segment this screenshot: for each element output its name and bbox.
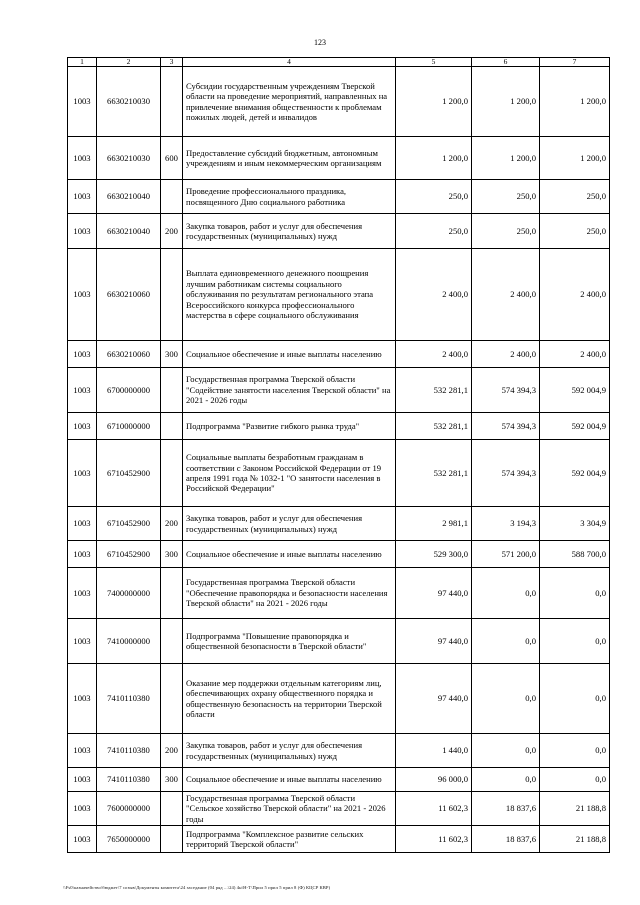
expense-type-cell xyxy=(161,664,183,734)
amount-2026-cell: 592 004,9 xyxy=(540,413,610,440)
amount-2025-cell: 3 194,3 xyxy=(472,507,540,541)
description-cell: Выплата единовременного денежного поощрения лучшим работникам системы социального обслуживания по результатам регионального этапа Всероссийского конкурса профессионального мастерства в сфере социального обслуживания xyxy=(183,249,396,341)
table-header-row xyxy=(68,58,610,67)
section-cell: 1003 xyxy=(68,734,97,768)
description-cell: Подпрограмма "Комплексное развитие сельских территорий Тверской области" xyxy=(183,826,396,853)
expense-type-cell: 200 xyxy=(161,507,183,541)
amount-2024-cell: 529 300,0 xyxy=(396,541,472,568)
section-cell: 1003 xyxy=(68,440,97,507)
amount-2025-cell: 0,0 xyxy=(472,664,540,734)
section-cell: 1003 xyxy=(68,137,97,180)
expense-type-cell: 300 xyxy=(161,541,183,568)
budget-table xyxy=(67,57,610,853)
section-cell: 1003 xyxy=(68,541,97,568)
target-code-cell: 7410110380 xyxy=(97,664,161,734)
target-code-cell: 6630210040 xyxy=(97,180,161,214)
table-row xyxy=(68,734,610,768)
expense-type-cell xyxy=(161,440,183,507)
amount-2024-cell: 250,0 xyxy=(396,214,472,249)
table-row xyxy=(68,664,610,734)
amount-2025-cell: 250,0 xyxy=(472,214,540,249)
description-cell: Подпрограмма "Повышение правопорядка и общественной безопасности в Тверской области" xyxy=(183,619,396,664)
amount-2025-cell: 0,0 xyxy=(472,619,540,664)
amount-2024-cell: 2 400,0 xyxy=(396,249,472,341)
table-row xyxy=(68,768,610,792)
table-row xyxy=(68,180,610,214)
section-cell: 1003 xyxy=(68,568,97,619)
amount-2026-cell: 21 188,8 xyxy=(540,792,610,826)
section-cell: 1003 xyxy=(68,768,97,792)
table-row xyxy=(68,541,610,568)
amount-2024-cell: 11 602,3 xyxy=(396,792,472,826)
description-cell: Социальное обеспечение и иные выплаты населению xyxy=(183,768,396,792)
amount-2026-cell: 0,0 xyxy=(540,734,610,768)
expense-type-cell xyxy=(161,619,183,664)
expense-type-cell: 600 xyxy=(161,137,183,180)
amount-2025-cell: 1 200,0 xyxy=(472,67,540,137)
table-row xyxy=(68,137,610,180)
amount-2025-cell: 571 200,0 xyxy=(472,541,540,568)
column-header: 1 xyxy=(68,58,97,67)
section-cell: 1003 xyxy=(68,67,97,137)
expense-type-cell xyxy=(161,413,183,440)
target-code-cell: 7600000000 xyxy=(97,792,161,826)
column-header: 3 xyxy=(161,58,183,67)
section-cell: 1003 xyxy=(68,214,97,249)
expense-type-cell xyxy=(161,368,183,413)
description-cell: Оказание мер поддержки отдельным категориям лиц, обеспечивающих охрану общественного порядка и общественную безопасность на территории Тверской области xyxy=(183,664,396,734)
target-code-cell: 7410110380 xyxy=(97,768,161,792)
target-code-cell: 6630210060 xyxy=(97,341,161,368)
column-header: 6 xyxy=(472,58,540,67)
description-cell: Государственная программа Тверской области "Содействие занятости населения Тверской области" на 2021 - 2026 годы xyxy=(183,368,396,413)
table-row xyxy=(68,507,610,541)
target-code-cell: 7410110380 xyxy=(97,734,161,768)
target-code-cell: 7400000000 xyxy=(97,568,161,619)
target-code-cell: 6710000000 xyxy=(97,413,161,440)
expense-type-cell xyxy=(161,792,183,826)
amount-2026-cell: 1 200,0 xyxy=(540,137,610,180)
description-cell: Субсидии государственным учреждениям Тверской области на проведение мероприятий, направленных на привлечение внимания общественности к проблемам пожилых людей, детей и инвалидов xyxy=(183,67,396,137)
table-row xyxy=(68,214,610,249)
amount-2024-cell: 532 281,1 xyxy=(396,368,472,413)
amount-2025-cell: 0,0 xyxy=(472,568,540,619)
amount-2025-cell: 0,0 xyxy=(472,734,540,768)
description-cell: Подпрограмма "Развитие гибкого рынка труда" xyxy=(183,413,396,440)
table-row xyxy=(68,440,610,507)
target-code-cell: 6630210060 xyxy=(97,249,161,341)
amount-2026-cell: 21 188,8 xyxy=(540,826,610,853)
section-cell: 1003 xyxy=(68,826,97,853)
amount-2026-cell: 592 004,9 xyxy=(540,368,610,413)
target-code-cell: 7650000000 xyxy=(97,826,161,853)
amount-2025-cell: 2 400,0 xyxy=(472,341,540,368)
amount-2024-cell: 96 000,0 xyxy=(396,768,472,792)
target-code-cell: 6630210030 xyxy=(97,137,161,180)
target-code-cell: 7410000000 xyxy=(97,619,161,664)
amount-2024-cell: 1 200,0 xyxy=(396,67,472,137)
amount-2024-cell: 97 440,0 xyxy=(396,619,472,664)
amount-2025-cell: 0,0 xyxy=(472,768,540,792)
amount-2024-cell: 250,0 xyxy=(396,180,472,214)
amount-2025-cell: 2 400,0 xyxy=(472,249,540,341)
amount-2026-cell: 2 400,0 xyxy=(540,341,610,368)
amount-2026-cell: 588 700,0 xyxy=(540,541,610,568)
amount-2025-cell: 250,0 xyxy=(472,180,540,214)
amount-2024-cell: 532 281,1 xyxy=(396,440,472,507)
table-row xyxy=(68,368,610,413)
target-code-cell: 6710452900 xyxy=(97,507,161,541)
amount-2024-cell: 2 981,1 xyxy=(396,507,472,541)
amount-2026-cell: 3 304,9 xyxy=(540,507,610,541)
target-code-cell: 6700000000 xyxy=(97,368,161,413)
description-cell: Государственная программа Тверской области "Обеспечение правопорядка и безопасности населения Тверской области" на 2021 - 2026 годы xyxy=(183,568,396,619)
section-cell: 1003 xyxy=(68,619,97,664)
amount-2026-cell: 0,0 xyxy=(540,664,610,734)
section-cell: 1003 xyxy=(68,792,97,826)
section-cell: 1003 xyxy=(68,341,97,368)
section-cell: 1003 xyxy=(68,664,97,734)
table-row xyxy=(68,826,610,853)
amount-2026-cell: 0,0 xyxy=(540,568,610,619)
amount-2024-cell: 1 440,0 xyxy=(396,734,472,768)
expense-type-cell: 200 xyxy=(161,734,183,768)
expense-type-cell: 200 xyxy=(161,214,183,249)
target-code-cell: 6630210030 xyxy=(97,67,161,137)
description-cell: Проведение профессионального праздника, посвященного Дню социального работника xyxy=(183,180,396,214)
expense-type-cell xyxy=(161,568,183,619)
amount-2025-cell: 18 837,6 xyxy=(472,792,540,826)
description-cell: Социальное обеспечение и иные выплаты населению xyxy=(183,541,396,568)
expense-type-cell: 300 xyxy=(161,768,183,792)
table-row xyxy=(68,792,610,826)
amount-2024-cell: 1 200,0 xyxy=(396,137,472,180)
page-number: 123 xyxy=(314,38,326,47)
target-code-cell: 6710452900 xyxy=(97,541,161,568)
column-header: 4 xyxy=(183,58,396,67)
expense-type-cell xyxy=(161,249,183,341)
amount-2026-cell: 250,0 xyxy=(540,214,610,249)
amount-2024-cell: 532 281,1 xyxy=(396,413,472,440)
amount-2026-cell: 1 200,0 xyxy=(540,67,610,137)
expense-type-cell xyxy=(161,180,183,214)
description-cell: Закупка товаров, работ и услуг для обеспечения государственных (муниципальных) нужд xyxy=(183,214,396,249)
description-cell: Социальные выплаты безработным гражданам в соответствии с Законом Российской Федерации от 19 апреля 1991 года № 1032-1 "О занятости населения в Российской Федерации" xyxy=(183,440,396,507)
footer-file-path: \\Fs0\казначейство\бюджет\7 созыв\Документы комитета\24 заседание (04 ряд ...\24) 4н\Н-Т\Прил 5 прил 5 прил 8 (Ф) КЦСР КВР) xyxy=(63,885,331,890)
target-code-cell: 6710452900 xyxy=(97,440,161,507)
amount-2025-cell: 18 837,6 xyxy=(472,826,540,853)
amount-2025-cell: 574 394,3 xyxy=(472,368,540,413)
table-row xyxy=(68,619,610,664)
column-header: 5 xyxy=(396,58,472,67)
expense-type-cell: 300 xyxy=(161,341,183,368)
section-cell: 1003 xyxy=(68,368,97,413)
table-row xyxy=(68,341,610,368)
expense-type-cell xyxy=(161,826,183,853)
section-cell: 1003 xyxy=(68,413,97,440)
amount-2025-cell: 574 394,3 xyxy=(472,413,540,440)
table-row xyxy=(68,568,610,619)
section-cell: 1003 xyxy=(68,180,97,214)
column-header: 2 xyxy=(97,58,161,67)
amount-2026-cell: 592 004,9 xyxy=(540,440,610,507)
description-cell: Закупка товаров, работ и услуг для обеспечения государственных (муниципальных) нужд xyxy=(183,507,396,541)
amount-2024-cell: 2 400,0 xyxy=(396,341,472,368)
description-cell: Государственная программа Тверской области "Сельское хозяйство Тверской области" на 2021 - 2026 годы xyxy=(183,792,396,826)
amount-2024-cell: 97 440,0 xyxy=(396,664,472,734)
amount-2024-cell: 11 602,3 xyxy=(396,826,472,853)
section-cell: 1003 xyxy=(68,249,97,341)
amount-2026-cell: 0,0 xyxy=(540,768,610,792)
amount-2025-cell: 574 394,3 xyxy=(472,440,540,507)
table-row xyxy=(68,413,610,440)
column-header: 7 xyxy=(540,58,610,67)
description-cell: Предоставление субсидий бюджетным, автономным учреждениям и иным некоммерческим организациям xyxy=(183,137,396,180)
amount-2024-cell: 97 440,0 xyxy=(396,568,472,619)
amount-2026-cell: 0,0 xyxy=(540,619,610,664)
amount-2025-cell: 1 200,0 xyxy=(472,137,540,180)
expense-type-cell xyxy=(161,67,183,137)
description-cell: Закупка товаров, работ и услуг для обеспечения государственных (муниципальных) нужд xyxy=(183,734,396,768)
amount-2026-cell: 250,0 xyxy=(540,180,610,214)
description-cell: Социальное обеспечение и иные выплаты населению xyxy=(183,341,396,368)
section-cell: 1003 xyxy=(68,507,97,541)
target-code-cell: 6630210040 xyxy=(97,214,161,249)
table-row xyxy=(68,249,610,341)
amount-2026-cell: 2 400,0 xyxy=(540,249,610,341)
table-row xyxy=(68,67,610,137)
